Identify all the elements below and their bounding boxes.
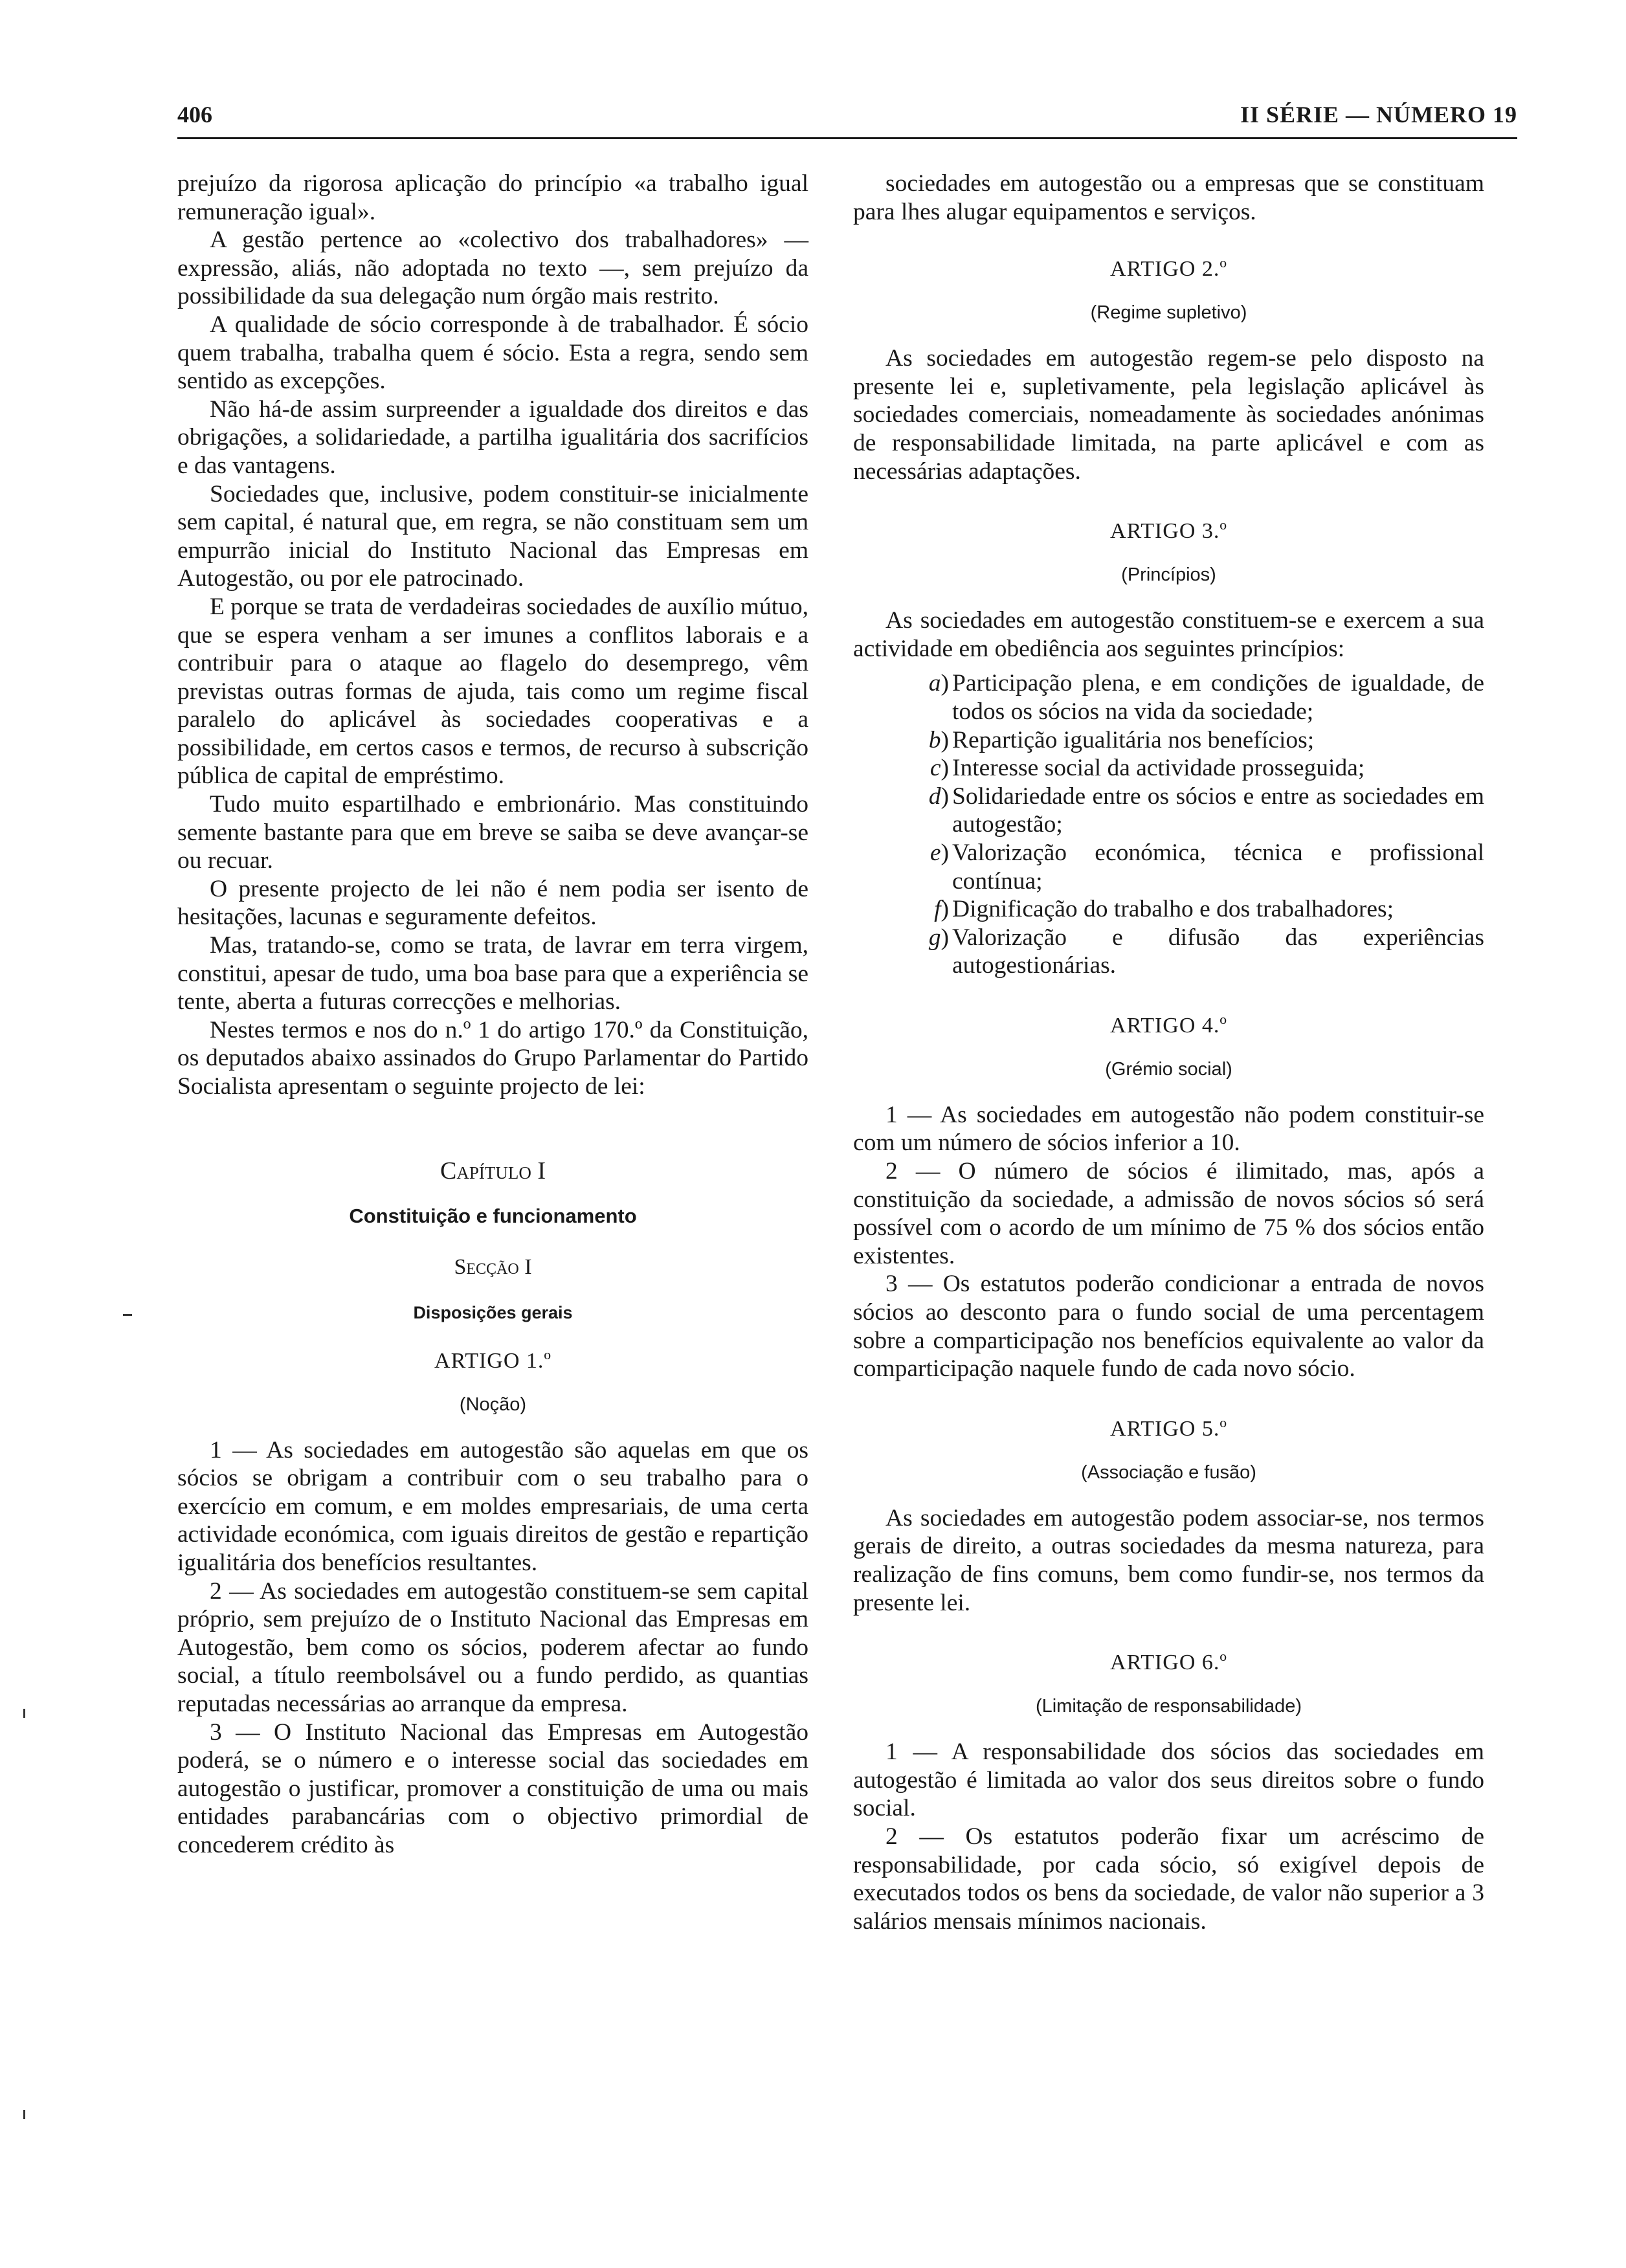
article-paragraph: As sociedades em autogestão constituem-se e exercem a sua actividade em obediência aos seguintes princípios:	[853, 607, 1484, 662]
intro-paragraph: O presente projecto de lei não é nem podia ser isento de hesitações, lacunas e seguramente defeitos.	[177, 875, 808, 931]
article-title: (Limitação de responsabilidade)	[1035, 1696, 1302, 1717]
list-item-text: Participação plena, e em condições de igualdade, de todos os sócios na vida da sociedade;	[952, 670, 1484, 725]
list-item-text: Repartição igualitária nos benefícios;	[952, 726, 1315, 753]
continuation-paragraph: sociedades em autogestão ou a empresas que se constituam para lhes alugar equipamentos e serviços.	[853, 170, 1484, 225]
article-paragraph: As sociedades em autogestão regem-se pelo disposto na presente lei e, supletivamente, pela legislação aplicável às sociedades comerciais, nomeadamente às sociedades anónimas de responsabilidade limitada, na parte aplicável e com as necessárias adaptações.	[853, 345, 1484, 485]
article-heading: ARTIGO 1.º	[434, 1348, 551, 1373]
list-item	[853, 669, 1484, 726]
page-number: 406	[177, 102, 212, 128]
list-item-text: Dignificação do trabalho e dos trabalhadores;	[952, 896, 1394, 923]
article-heading: ARTIGO 4.º	[1110, 1013, 1227, 1038]
series-number: II SÉRIE — NÚMERO 19	[1240, 102, 1517, 128]
list-item	[853, 726, 1484, 755]
list-item	[853, 895, 1484, 924]
article-title: (Regime supletivo)	[1090, 302, 1247, 324]
intro-paragraph: A qualidade de sócio corresponde à de trabalhador. É sócio quem trabalha, trabalha quem é sócio. Esta a regra, sendo sem sentido as excepções.	[177, 311, 808, 395]
intro-paragraph: Tudo muito espartilhado e embrionário. Mas constituindo semente bastante para que em breve se saiba se deve avançar-se ou recuar.	[177, 791, 808, 874]
article-heading: ARTIGO 6.º	[1110, 1651, 1227, 1675]
list-letter: b)	[928, 726, 949, 753]
article-heading: ARTIGO 3.º	[1110, 519, 1227, 544]
article-paragraph: 2 — As sociedades em autogestão constituem-se sem capital próprio, sem prejuízo de o Instituto Nacional das Empresas em Autogestão, bem como os sócios, poderem afectar ao fundo social, a título reembolsável ou a fundo perdido, as quantias reputadas necessárias ao arranque da empresa.	[177, 1577, 808, 1717]
intro-paragraph: A gestão pertence ao «colectivo dos trabalhadores» — expressão, aliás, não adoptada no texto —, sem prejuízo da possibilidade da sua delegação num órgão mais restrito.	[177, 227, 808, 310]
list-item-text: Solidariedade entre os sócios e entre as sociedades em autogestão;	[952, 783, 1484, 838]
margin-mark	[23, 2110, 25, 2119]
section-heading: Secção I	[454, 1254, 532, 1279]
list-letter: c)	[930, 755, 949, 782]
right-column	[853, 170, 1484, 1935]
article-heading: ARTIGO 2.º	[1110, 257, 1227, 282]
list-item-text: Valorização económica, técnica e profissional contínua;	[952, 839, 1484, 895]
intro-paragraph: Sociedades que, inclusive, podem constituir-se inicialmente sem capital, é natural que, em regra, se não constituam sem um empurrão inicial do Instituto Nacional das Empresas em Autogestão, ou por ele patrocinado.	[177, 480, 808, 592]
article-paragraph: 2 — Os estatutos poderão fixar um acréscimo de responsabilidade, por cada sócio, só exigível depois de executados todos os bens da sociedade, de valor não superior a 3 salários mensais mínimos nacionais.	[853, 1823, 1484, 1935]
list-item-text: Valorização e difusão das experiências autogestionárias.	[952, 924, 1484, 979]
list-item	[853, 783, 1484, 839]
chapter-title: Constituição e funcionamento	[349, 1204, 637, 1227]
intro-paragraph: prejuízo da rigorosa aplicação do princípio «a trabalho igual remuneração igual».	[177, 170, 808, 225]
margin-mark	[123, 1314, 132, 1316]
principles-list	[853, 669, 1484, 980]
article-paragraph: 3 — Os estatutos poderão condicionar a entrada de novos sócios ao desconto para o fundo social de uma percentagem sobre a comparticipação nos benefícios equivalente ao valor da comparticipação naquele fundo de cada novo sócio.	[853, 1271, 1484, 1383]
article-paragraph: 2 — O número de sócios é ilimitado, mas, após a constituição da sociedade, a admissão de novos sócios só será possível com o acordo de um mínimo de 75 % dos sócios então existentes.	[853, 1158, 1484, 1269]
intro-paragraph: E porque se trata de verdadeiras sociedades de auxílio mútuo, que se espera venham a ser imunes a conflitos laborais e a contribuir para o ataque ao flagelo do desemprego, vêm previstas outras formas de ajuda, tais como um regime fiscal paralelo do aplicável às sociedades cooperativas e a possibilidade, em certos casos e termos, de recurso à subscrição pública de capital de empréstimo.	[177, 593, 808, 790]
article-title: (Associação e fusão)	[1081, 1462, 1256, 1483]
list-letter: g)	[928, 924, 949, 951]
list-letter: f)	[934, 896, 949, 923]
chapter-heading: Capítulo I	[440, 1157, 546, 1184]
article-paragraph: As sociedades em autogestão podem associar-se, nos termos gerais de direito, a outras sociedades da mesma natureza, para realização de fins comuns, bem como fundir-se, nos termos da presente lei.	[853, 1504, 1484, 1616]
article-title: (Princípios)	[1121, 564, 1216, 586]
intro-paragraph: Não há-de assim surpreender a igualdade dos direitos e das obrigações, a solidariedade, a partilha igualitária dos sacrifícios e das vantagens.	[177, 395, 808, 479]
section-title: Disposições gerais	[413, 1302, 573, 1322]
article-paragraph: 1 — A responsabilidade dos sócios das sociedades em autogestão é limitada ao valor dos seus direitos sobre o fundo social.	[853, 1739, 1484, 1822]
list-letter: a)	[928, 670, 949, 697]
left-column	[177, 170, 808, 1860]
intro-paragraph: Mas, tratando-se, como se trata, de lavrar em terra virgem, constitui, apesar de tudo, uma boa base para que a experiência se tente, aberta a futuras correcções e melhorias.	[177, 932, 808, 1016]
list-letter: e)	[930, 839, 949, 866]
list-item-text: Interesse social da actividade prosseguida;	[952, 755, 1365, 782]
list-item	[853, 924, 1484, 980]
article-title: (Noção)	[459, 1394, 527, 1415]
article-paragraph: 1 — As sociedades em autogestão não podem constituir-se com um número de sócios inferior a 10.	[853, 1101, 1484, 1157]
intro-paragraph: Nestes termos e nos do n.º 1 do artigo 170.º da Constituição, os deputados abaixo assinados do Grupo Parlamentar do Partido Socialista apresentam o seguinte projecto de lei:	[177, 1016, 808, 1100]
article-paragraph: 3 — O Instituto Nacional das Empresas em Autogestão poderá, se o número e o interesse social das sociedades em autogestão o justificar, promover a constituição de uma ou mais entidades parabancárias com o objectivo primordial de concederem crédito às	[177, 1718, 808, 1858]
margin-mark	[23, 1709, 25, 1718]
page-header	[177, 98, 1517, 139]
article-paragraph: 1 — As sociedades em autogestão são aquelas em que os sócios se obrigam a contribuir com o seu trabalho para o exercício em comum, e em moldes empresariais, de uma certa actividade económica, com iguais direitos de gestão e repartição igualitária dos benefícios resultantes.	[177, 1436, 808, 1576]
list-letter: d)	[928, 783, 949, 810]
article-heading: ARTIGO 5.º	[1110, 1416, 1227, 1441]
article-title: (Grémio social)	[1105, 1058, 1232, 1080]
list-item	[853, 754, 1484, 783]
list-item	[853, 839, 1484, 895]
